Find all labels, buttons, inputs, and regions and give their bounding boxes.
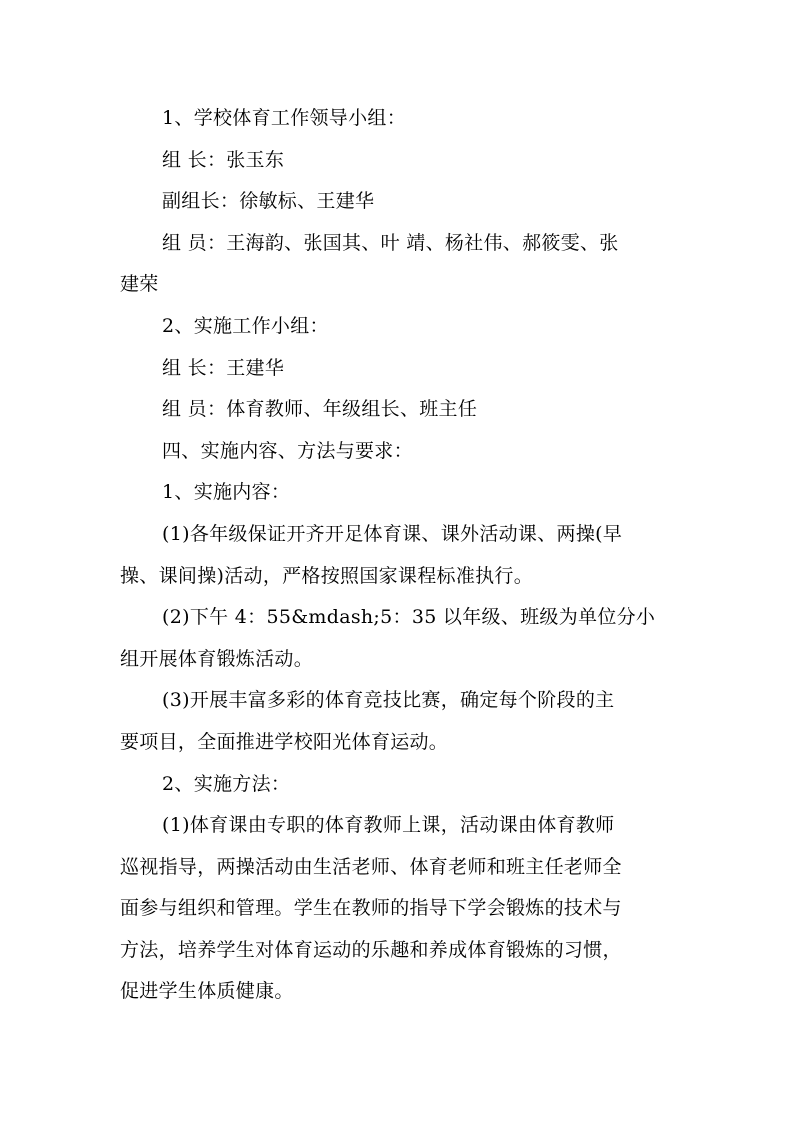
paragraph-method-1-line-4: 方法，培养学生对体育运动的乐趣和养成体育锻炼的习惯， bbox=[120, 938, 622, 961]
impl-members-line: 组 员：体育教师、年级组长、班主任 bbox=[162, 398, 478, 421]
document-body bbox=[120, 98, 676, 1013]
paragraph-method-1-line-2: 巡视指导，两操活动由生活老师、体育老师和班主任老师全 bbox=[120, 855, 622, 878]
paragraph-method-1: (1)体育课由专职的体育教师上课，活动课由体育教师 bbox=[162, 814, 615, 837]
subheading-implementation-methods: 2、实施方法： bbox=[162, 772, 291, 795]
paragraph-item-3: (3)开展丰富多彩的体育竞技比赛，确定每个阶段的主 bbox=[162, 689, 615, 712]
paragraph-item-3-continued: 要项目，全面推进学校阳光体育运动。 bbox=[120, 730, 449, 753]
paragraph-method-1-line-5: 促进学生体质健康。 bbox=[120, 980, 294, 1003]
paragraph-item-2: (2)下午 4：55&mdash;5：35 以年级、班级为单位分小 bbox=[162, 606, 656, 629]
paragraph-method-1-line-3: 面参与组织和管理。学生在教师的指导下学会锻炼的技术与 bbox=[120, 897, 622, 920]
paragraph-item-1-continued: 操、课间操)活动，严格按照国家课程标准执行。 bbox=[120, 564, 534, 587]
impl-leader-line: 组 长：王建华 bbox=[162, 356, 285, 379]
subheading-implementation-content: 1、实施内容： bbox=[162, 481, 291, 504]
paragraph-item-1: (1)各年级保证开齐开足体育课、课外活动课、两操(早 bbox=[162, 522, 623, 545]
deputy-leader-line: 副组长：徐敏标、王建华 bbox=[162, 190, 375, 213]
section-heading-leadership-group: 1、学校体育工作领导小组： bbox=[162, 107, 406, 129]
leader-line: 组 长：张玉东 bbox=[162, 148, 285, 171]
section-heading-implementation-group: 2、实施工作小组： bbox=[162, 314, 329, 337]
paragraph-item-2-continued: 组开展体育锻炼活动。 bbox=[120, 647, 314, 670]
members-line-continued: 建荣 bbox=[120, 273, 159, 296]
section-heading-content-methods: 四、实施内容、方法与要求： bbox=[162, 439, 413, 462]
members-line: 组 员：王海韵、张国其、叶 靖、杨社伟、郝筱雯、张 bbox=[162, 231, 619, 254]
